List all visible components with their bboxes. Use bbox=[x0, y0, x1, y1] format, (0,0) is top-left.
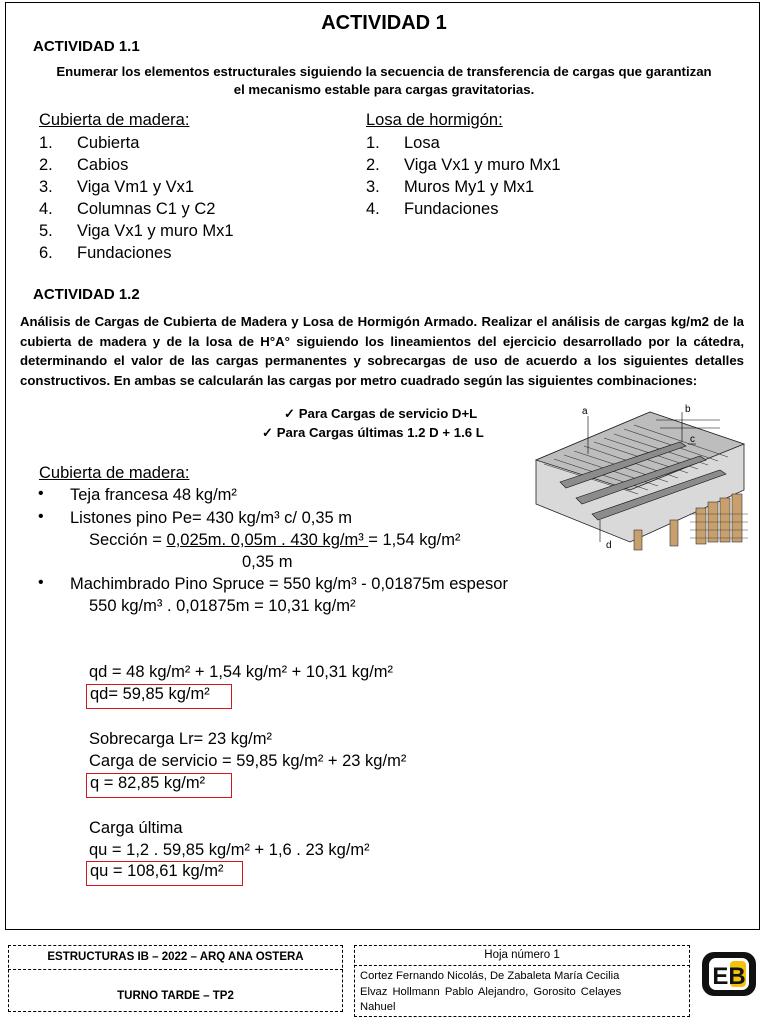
actividad-1-2-paragraph: Análisis de Cargas de Cubierta de Madera y Losa de Hormigón Armado. Realizar el análisis de cargas kg/m2 de la cubierta de madera y de la losa de H°A° siguiendo los lineamientos del ejercicio desarrollado por la cátedra, determinando el valor de las cargas permanentes y sobrecargas de uso de acuerdo a los siguientes detalles constructivos. En ambas se calcularán las cargas por metro cuadrado según las siguientes combinaciones: bbox=[20, 314, 744, 388]
machimbrado-line: Machimbrado Pino Spruce = 550 kg/m³ - 0,01875m espesor bbox=[70, 575, 508, 593]
bullet-icon: • bbox=[38, 485, 44, 502]
list-item: 5. Viga Vx1 y muro Mx1 bbox=[39, 222, 234, 240]
teja-line: Teja francesa 48 kg/m² bbox=[70, 486, 237, 504]
divider bbox=[354, 965, 690, 966]
hormigon-list-title: Losa de hormigón: bbox=[366, 111, 503, 129]
footer-course: ESTRUCTURAS IB – 2022 – ARQ ANA OSTERA bbox=[47, 951, 304, 963]
page-title: ACTIVIDAD 1 bbox=[321, 12, 447, 34]
combo-service: ✓ Para Cargas de servicio D+L bbox=[284, 406, 478, 421]
divider bbox=[8, 969, 343, 970]
qd-result: qd= 59,85 kg/m² bbox=[90, 685, 210, 703]
machimbrado-calc: 550 kg/m³ . 0,01875m = 10,31 kg/m² bbox=[89, 597, 356, 615]
footer-hoja: Hoja número 1 bbox=[484, 949, 560, 961]
seccion-denominator: 0,35 m bbox=[242, 553, 293, 571]
bullet-icon: • bbox=[38, 574, 44, 591]
roof-detail-figure bbox=[530, 402, 750, 560]
calc-subtitle: Cubierta de madera: bbox=[39, 464, 190, 482]
list-item: 3. Viga Vm1 y Vx1 bbox=[39, 178, 195, 196]
listones-line: Listones pino Pe= 430 kg/m³ c/ 0,35 m bbox=[70, 509, 353, 527]
list-item: 4. Fundaciones bbox=[366, 200, 499, 218]
figure-label-b: b bbox=[685, 404, 691, 415]
qu-equation: qu = 1,2 . 59,85 kg/m² + 1,6 . 23 kg/m² bbox=[89, 841, 370, 859]
footer-turno: TURNO TARDE – TP2 bbox=[117, 990, 234, 1002]
qd-equation: qd = 48 kg/m² + 1,54 kg/m² + 10,31 kg/m² bbox=[89, 663, 394, 681]
combo-ultimate: ✓ Para Cargas últimas 1.2 D + 1.6 L bbox=[262, 425, 484, 440]
list-item: 1. Cubierta bbox=[39, 134, 140, 152]
figure-label-d: d bbox=[606, 540, 612, 551]
qu-result: qu = 108,61 kg/m² bbox=[90, 862, 224, 880]
carga-ultima-label: Carga última bbox=[89, 819, 183, 837]
intro-line-1: Enumerar los elementos estructurales siguiendo la secuencia de transferencia de cargas que garantizan bbox=[56, 64, 712, 79]
madera-list bbox=[39, 132, 234, 264]
actividad-1-1-heading: ACTIVIDAD 1.1 bbox=[33, 38, 140, 55]
bullet-icon: • bbox=[38, 508, 44, 525]
hormigon-list bbox=[366, 132, 561, 220]
list-item: 6. Fundaciones bbox=[39, 244, 172, 262]
seccion-line: Sección = 0,025m. 0,05m . 430 kg/m³ = 1,54 kg/m² bbox=[89, 531, 461, 549]
list-item: 1. Losa bbox=[366, 134, 440, 152]
list-item: 2. Cabios bbox=[39, 156, 129, 174]
eb-logo bbox=[700, 950, 758, 998]
madera-list-title: Cubierta de madera: bbox=[39, 111, 190, 129]
list-item: 4. Columnas C1 y C2 bbox=[39, 200, 216, 218]
footer-authors-line-3: Nahuel bbox=[360, 1001, 396, 1013]
sobrecarga-line: Sobrecarga Lr= 23 kg/m² bbox=[89, 730, 272, 748]
actividad-1-2-heading: ACTIVIDAD 1.2 bbox=[33, 286, 140, 303]
figure-label-a: a bbox=[582, 406, 588, 417]
list-item: 2. Viga Vx1 y muro Mx1 bbox=[366, 156, 561, 174]
intro-line-2: el mecanismo estable para cargas gravitatorias. bbox=[233, 82, 535, 97]
q-result: q = 82,85 kg/m² bbox=[90, 774, 206, 792]
footer-authors-line-1: Cortez Fernando Nicolás, De Zabaleta María Cecilia bbox=[360, 970, 620, 982]
list-item: 3. Muros My1 y Mx1 bbox=[366, 178, 535, 196]
figure-label-c: c bbox=[690, 434, 695, 445]
logo-letters: EB bbox=[712, 963, 746, 990]
servicio-line: Carga de servicio = 59,85 kg/m² + 23 kg/m² bbox=[89, 752, 407, 770]
footer-authors-line-2: Elvaz Hollmann Pablo Alejandro, Gorosito Celayes bbox=[360, 986, 622, 998]
